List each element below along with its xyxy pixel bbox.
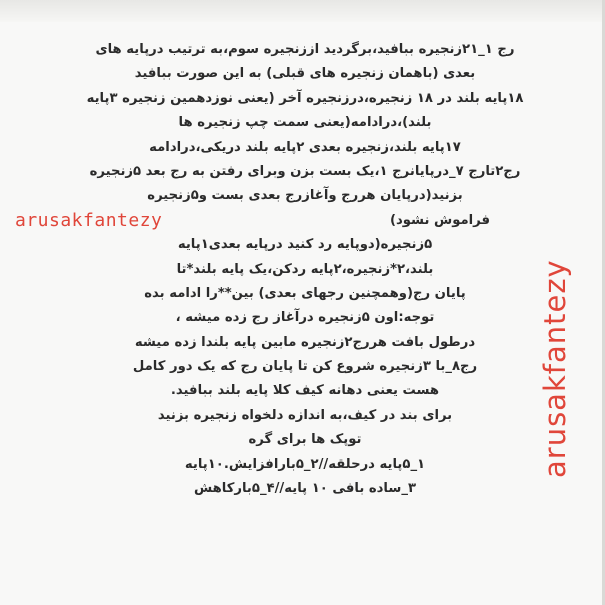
instruction-line: ۱_۵پایه درحلقه//۲_۵بارافزایش.۱۰پایه — [184, 456, 426, 472]
instruction-line: بلند)،درادامه(یعنی سمت چپ زنجیره ها — [178, 115, 432, 131]
instruction-line: بزنید(درپایان هررج وآغازرج بعدی بست و۵زنجیره — [147, 188, 463, 204]
instruction-line: برای بند در کیف،به اندازه دلخواه زنجیره بزنید — [157, 407, 453, 423]
instruction-line: ۳_ساده بافی ۱۰ پایه//۴_۵بارکاهش — [193, 481, 416, 497]
instruction-line: ۵زنجیره(دوپایه رد کنید درپایه بعدی۱پایه — [177, 237, 433, 253]
instruction-line: توجه:اون ۵زنجیره درآغاز رج زده میشه ، — [175, 310, 435, 326]
vertical-watermark-text: arusakfantezy — [538, 259, 572, 478]
instruction-line: فراموش نشود) — [389, 212, 490, 228]
top-edge-strip — [0, 0, 605, 22]
instruction-line: ۱۸پایه بلند در ۱۸ زنجیره،درزنجیره آخر (یعنی نوزدهمین زنجیره ۳پایه — [86, 90, 524, 106]
instruction-line: توپک ها برای گره — [248, 432, 362, 448]
instruction-line-with-watermark — [15, 209, 550, 233]
inline-watermark-text: arusakfantezy — [15, 209, 163, 231]
instruction-line: بعدی (باهمان زنجیره های قبلی) به این صورت ببافید — [134, 66, 476, 82]
instruction-line: پایان رج(وهمچنین رجهای بعدی) بین**را ادامه بده — [144, 285, 466, 301]
instruction-line: رج۲تارج ۷_درپایانرج ۱،یک بست بزن وبرای رفتن به رج بعد ۵زنجیره — [89, 163, 521, 179]
instruction-line: درطول بافت هررج۲زنجیره مابین پایه بلندا زده میشه — [134, 334, 476, 350]
instruction-line: بلند،۲*زنجیره،۲پایه ردکن،یک پایه بلند*تا — [176, 261, 434, 277]
instruction-line: ۱۷پایه بلند،زنجیره بعدی ۲پایه بلند دریکی،درادامه — [149, 139, 461, 155]
instruction-line: رج ۱_۲۱زنجیره ببافید،برگردید اززنجیره سوم،به ترتیب درپایه های — [95, 42, 515, 57]
instruction-line: رج۸_با ۳زنجیره شروع کن تا پایان رج که یک دور کامل — [132, 359, 478, 375]
crochet-instructions-text — [15, 38, 550, 501]
instruction-line: هست یعنی دهانه کیف کلا پایه بلند ببافید. — [170, 383, 440, 399]
